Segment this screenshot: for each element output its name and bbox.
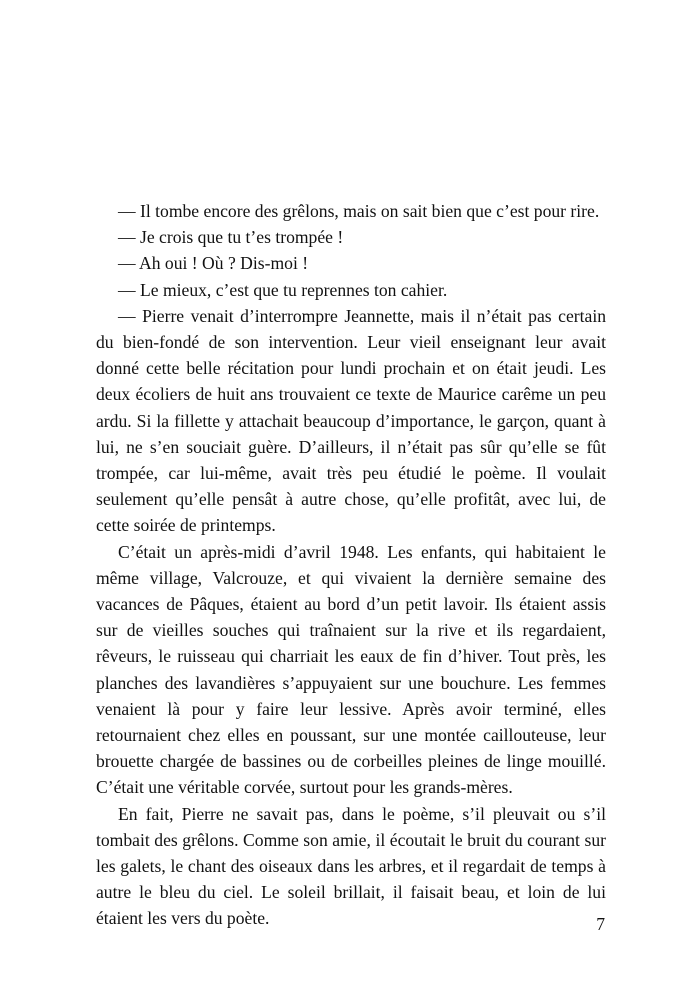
page-number: 7: [596, 914, 605, 934]
dialogue-line: — Je crois que tu t’es trompée !: [118, 227, 344, 248]
paragraph: C’était un après-midi d’avril 1948. Les enfants, qui habitaient le même village, Valcrouze, et qui vivaient la dernière semaine des vacances de Pâques, étaient au bord d’un petit lavoir. Ils étaient assis sur de vieilles souches qui traînaient sur la rive et ils regardaient, rêveurs, le ruisseau qui charriait les eaux de fin d’hiver. Tout près, les planches des lavandières s’appuyaient sur une bouchure. Les femmes venaient là pour y faire leur lessive. Après avoir terminé, elles retournaient chez elles en poussant, sur une montée caillouteuse, leur brouette chargée de bassines ou de corbeilles pleines de linge mouillé. C’était une véritable corvée, surtout pour les grands-mères.: [96, 541, 606, 798]
dialogue-line: — Il tombe encore des grêlons, mais on sait bien que c’est pour rire.: [118, 201, 600, 221]
paragraph: En fait, Pierre ne savait pas, dans le poème, s’il pleuvait ou s’il tombait des grêlons. Comme son amie, il écoutait le bruit du courant sur les galets, le chant des oiseaux dans les arbres, et il regardait de temps à autre le bleu du ciel. Le soleil brillait, il faisait beau, et loin de lui étaient les vers du poète.: [96, 803, 606, 929]
paragraph: — Pierre venait d’interrompre Jeannette, mais il n’était pas certain du bien-fondé de son intervention. Leur vieil enseignant leur avait donné cette belle récitation pour lundi prochain et on était jeudi. Les deux écoliers de huit ans trouvaient ce texte de Maurice carême un peu ardu. Si la fillette y attachait beaucoup d’importance, le garçon, quant à lui, ne s’en souciait guère. D’ailleurs, il n’était pas sûr qu’elle se fût trompée, car lui-même, avait très peu étudié le poème. Il voulait seulement qu’elle pensât à autre chose, qu’elle profitât, avec lui, de cette soirée de printemps.: [96, 305, 606, 536]
dialogue-line: — Ah oui ! Où ? Dis-moi !: [118, 253, 309, 274]
body-text: [96, 198, 606, 932]
dialogue-line: — Le mieux, c’est que tu reprennes ton cahier.: [118, 279, 448, 300]
